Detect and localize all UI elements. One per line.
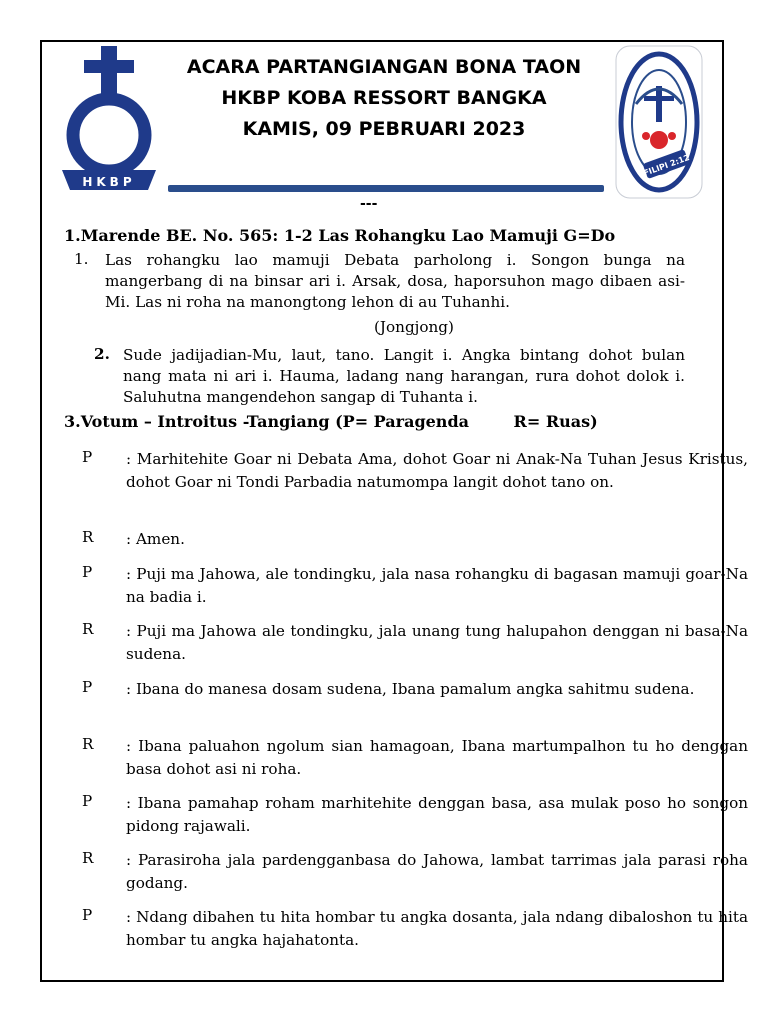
liturgy-text: : Ndang dibahen tu hita hombar tu angka dosanta, jala ndang dibaloshon tu hita hombar tu angka hajahatonta. <box>126 908 748 949</box>
liturgy-text: : Puji ma Jahowa, ale tondingku, jala nasa rohangku di bagasan mamuji goar-Na na badia i. <box>126 565 748 606</box>
document-header <box>168 52 600 145</box>
refrain-note: (Jongjong) <box>374 318 454 336</box>
liturgy-role: P <box>82 906 93 924</box>
title-line-3: KAMIS, 09 PEBRUARI 2023 <box>242 118 526 140</box>
liturgy-role: R <box>82 849 94 867</box>
liturgy-text: : Amen. <box>126 530 185 548</box>
liturgy-role: P <box>82 563 93 581</box>
liturgy-role: R <box>82 528 94 546</box>
liturgy-text: : Ibana pamahap roham marhitehite denggan basa, asa mulak poso ho songon pidong rajawali. <box>126 794 748 835</box>
liturgy-role: R <box>82 735 94 753</box>
liturgy-text: : Puji ma Jahowa ale tondingku, jala unang tung halupahon denggan ni basa-Na sudena. <box>126 622 748 663</box>
separator: --- <box>360 196 378 212</box>
header-rule <box>168 185 604 192</box>
orientation-emblem <box>614 44 704 200</box>
hkbp-logo <box>52 40 167 195</box>
liturgy-text: : Ibana paluahon ngolum sian hamagoan, Ibana martumpalhon tu ho denggan basa dohot asi ni roha. <box>126 737 748 778</box>
liturgy-text: : Ibana do manesa dosam sudena, Ibana pamalum angka sahitmu sudena. <box>126 680 695 698</box>
svg-text:HKBP: HKBP <box>82 175 136 189</box>
title-line-1: ACARA PARTANGIANGAN BONA TAON <box>186 56 582 78</box>
liturgy-role: R <box>82 620 94 638</box>
liturgy-role: P <box>82 678 93 696</box>
liturgy-text: : Marhitehite Goar ni Debata Ama, dohot Goar ni Anak-Na Tuhan Jesus Kristus, dohot Goar ni Tondi Parbadia natumompa langit dohot tano on. <box>126 450 748 491</box>
section-3-heading: 3.Votum – Introitus -Tangiang (P= Paragenda R= Ruas) <box>64 412 598 431</box>
liturgy-role: P <box>82 792 93 810</box>
verse-1-text: Las rohangku lao mamuji Debata parholong i. Songon bunga na mangerbang di na binsar ari i. Arsak, dosa, haporsuhon mago dibaen asi-Mi. Las ni roha na manongtong lehon di au Tuhanhi. <box>105 251 685 311</box>
emblem-badge: FILIPI 2:12 <box>642 152 691 178</box>
section-1-heading: 1.Marende BE. No. 565: 1-2 Las Rohangku Lao Mamuji G=Do <box>64 226 616 245</box>
verse-2-text: Sude jadijadian-Mu, laut, tano. Langit i. Angka bintang dohot bulan nang mata ni ari i. Hauma, ladang nang harangan, rura dohot dolok i. Saluhutna mangendehon sangap di Tuhanta i. <box>123 346 685 406</box>
verse-1-number: 1. <box>74 250 89 268</box>
verse-2-number: 2. <box>94 345 110 363</box>
liturgy-text: : Parasiroha jala pardengganbasa do Jahowa, lambat tarrimas jala parasi roha godang. <box>126 851 748 892</box>
title-line-2: HKBP KOBA RESSORT BANGKA <box>221 87 547 109</box>
liturgy-role: P <box>82 448 93 466</box>
